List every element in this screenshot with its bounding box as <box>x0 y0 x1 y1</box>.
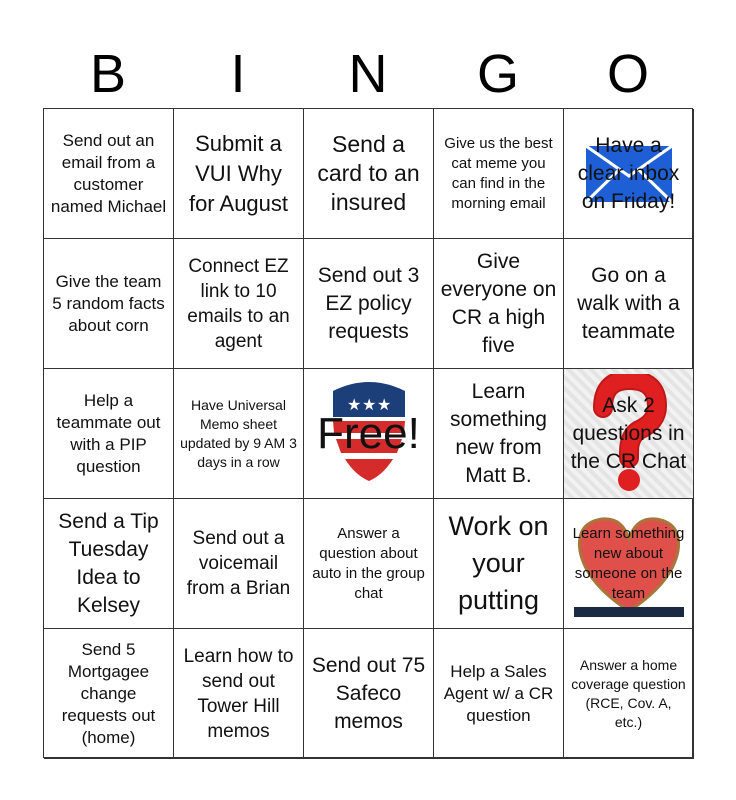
bingo-cell[interactable] <box>434 369 564 499</box>
free-space-cell[interactable] <box>304 369 434 499</box>
svg-text:★: ★ <box>377 395 392 414</box>
cell-text: Give everyone on CR a high five <box>440 249 557 357</box>
bingo-cell[interactable] <box>44 369 174 499</box>
cell-text: Give the team 5 random facts about corn <box>52 271 165 335</box>
header-letter-n: N <box>348 44 388 104</box>
cell-text: Go on a walk with a teammate <box>577 263 680 343</box>
cell-text: Send out a voicemail from a Brian <box>186 528 291 599</box>
header-letter-g: G <box>476 44 519 104</box>
bingo-cell[interactable] <box>174 629 304 759</box>
cell-text: Learn something new from Matt B. <box>450 379 547 487</box>
bingo-cell[interactable] <box>174 239 304 369</box>
bingo-cell[interactable] <box>434 109 564 239</box>
cell-text: Give us the best cat meme you can find in the morning email <box>444 134 553 212</box>
bingo-cell[interactable] <box>174 109 304 239</box>
bingo-cell[interactable] <box>564 499 694 629</box>
cell-text: Answer a question about auto in the group chat <box>312 524 425 602</box>
free-space-label: Free! <box>317 408 420 458</box>
cell-text: Send out 75 Safeco memos <box>311 653 426 733</box>
bingo-cell[interactable] <box>44 239 174 369</box>
bingo-cell[interactable] <box>434 629 564 759</box>
bingo-cell[interactable] <box>564 369 694 499</box>
bingo-cell[interactable] <box>434 499 564 629</box>
cell-text: Learn something new about someone on the team <box>572 524 685 602</box>
bingo-cell[interactable] <box>44 499 174 629</box>
svg-text:★: ★ <box>362 395 377 414</box>
header-letter-i: I <box>230 44 246 104</box>
cell-text: Send a Tip Tuesday Idea to Kelsey <box>58 509 159 617</box>
bingo-cell[interactable] <box>174 369 304 499</box>
cell-text: Learn how to send out Tower Hill memos <box>183 645 294 742</box>
cell-text: Submit a VUI Why for August <box>188 130 289 216</box>
bingo-cell[interactable] <box>434 239 564 369</box>
bingo-cell[interactable] <box>304 239 434 369</box>
cell-text: Help a Sales Agent w/ a CR question <box>443 661 554 725</box>
cell-text: Have Universal Memo sheet updated by 9 AM 3 days in a row <box>180 396 297 470</box>
cell-text: Help a teammate out with a PIP question <box>56 390 161 476</box>
bingo-cell[interactable] <box>564 629 694 759</box>
cell-text: Work on your putting <box>448 511 549 615</box>
bingo-cell[interactable] <box>304 109 434 239</box>
header-letter-b: B <box>89 44 127 104</box>
cell-text: Answer a home coverage question (RCE, Cov. A, etc.) <box>571 656 686 730</box>
bingo-cell[interactable] <box>304 629 434 759</box>
bingo-card <box>43 108 693 758</box>
bingo-cell[interactable] <box>304 499 434 629</box>
bingo-cell[interactable] <box>174 499 304 629</box>
cell-text: Ask 2 questions in the CR Chat <box>570 393 687 473</box>
cell-text: Send 5 Mortgagee change requests out (home) <box>61 639 156 747</box>
bingo-cell[interactable] <box>44 629 174 759</box>
cell-text: Send out 3 EZ policy requests <box>317 263 420 343</box>
cell-text: Send out an email from a customer named Michael <box>50 130 167 216</box>
cell-text: Send a card to an insured <box>317 131 420 215</box>
svg-text:★: ★ <box>347 395 362 414</box>
bingo-cell[interactable] <box>564 239 694 369</box>
bingo-cell[interactable] <box>564 109 694 239</box>
cell-text: Connect EZ link to 10 emails to an agent <box>187 255 290 352</box>
header-letter-o: O <box>606 44 649 104</box>
bingo-header <box>43 44 693 104</box>
cell-text: Have a clear inbox on Friday! <box>577 133 680 213</box>
bingo-cell[interactable] <box>44 109 174 239</box>
